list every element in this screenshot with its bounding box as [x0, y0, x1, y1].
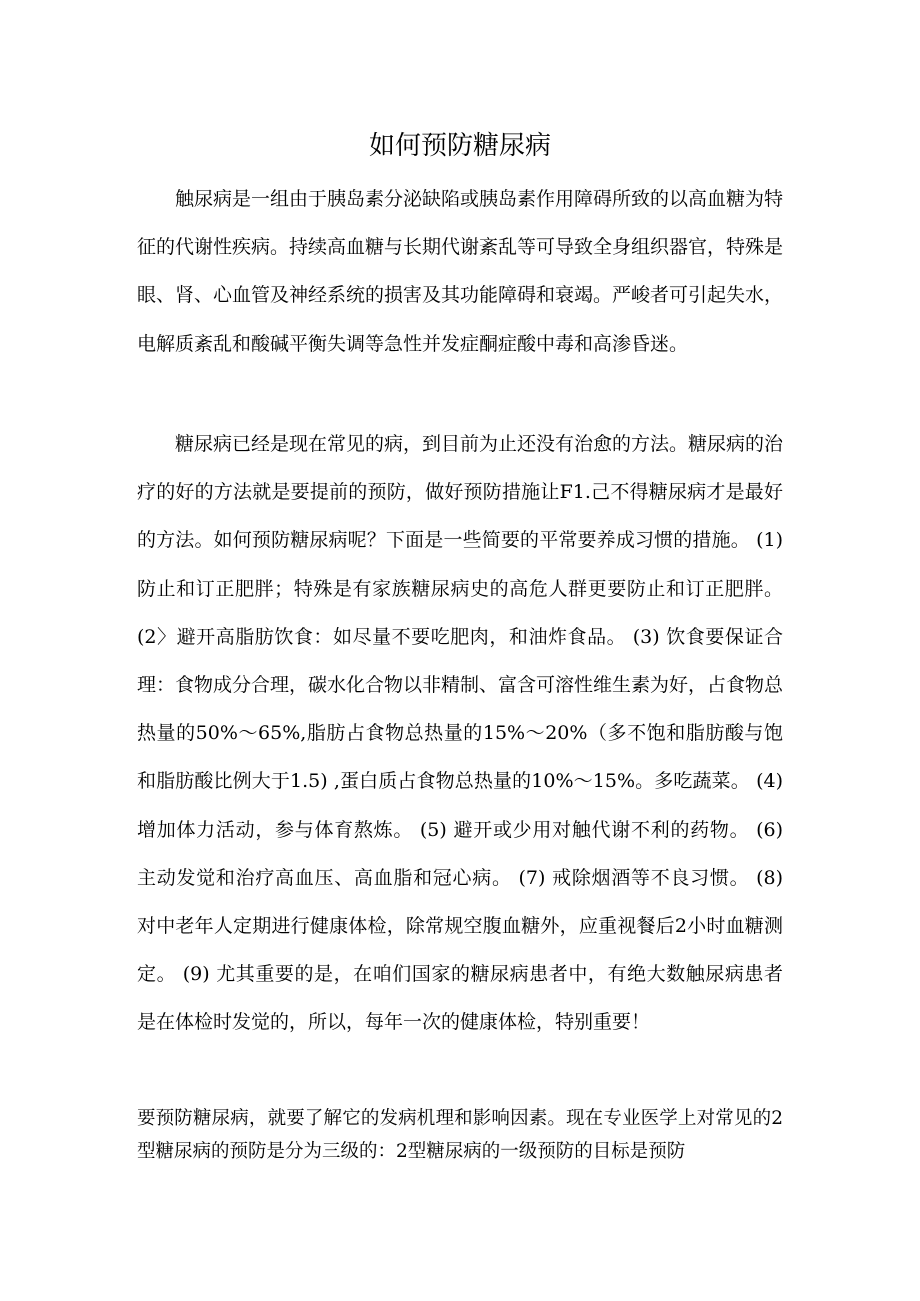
paragraph-prevention-measures: 糖尿病已经是现在常见的病，到目前为止还没有治愈的方法。糖尿病的治疗的好的方法就是要提前的预防，做好预防措施让F1.己不得糖尿病才是最好的方法。如何预防糖尿病呢？下面是一些简要的平常要养成习惯的措施。 (1) 防止和订正肥胖；特殊是有家族糖尿病史的高危人群更要防止和订正肥胖。 (2〉避开高脂肪饮食：如尽量不要吃肥肉，和油炸食品。 (3) 饮食要保证合理：食物成分合理，碳水化合物以非精制、富含可溶性维生素为好，占食物总热量的50%〜65%,脂肪占食物总热量的15%〜20%（多不饱和脂肪酸与饱和脂肪酸比例大于1.5) ,蛋白质占食物总热量的10%〜15%。多吃蔬菜。 (4) 增加体力活动，参与体育熬炼。 (5) 避开或少用对触代谢不利的药物。 (6) 主动发觉和治疗高血压、高血脂和冠心病。 (7) 戒除烟酒等不良习惯。 (8) 对中老年人定期进行健康体检，除常规空腹血糖外，应重视餐后2小时血糖测定。 (9) 尤其重要的是，在咱们国家的糖尿病患者中，有绝大数触尿病患者是在体检时发觉的，所以，每年一次的健康体检，特别重要！: [137, 433, 784, 1034]
paragraph-intro: 触尿病是一组由于胰岛素分泌缺陷或胰岛素作用障碍所致的以高血糖为特征的代谢性疾病。持续高血糖与长期代谢紊乱等可导致全身组织器官，特殊是眼、肾、心血管及神经系统的损害及其功能障碍和衰竭。严峻者可引起失水，电解质紊乱和酸碱平衡失调等急性并发症酮症酸中毒和高渗昏迷。: [137, 188, 784, 355]
page-title: 如何预防糖尿病: [368, 131, 551, 161]
paragraph-prevention-levels: 要预防糖尿病，就要了解它的发病机理和影响因素。现在专业医学上对常见的2型糖尿病的预防是分为三级的：2型糖尿病的一级预防的目标是预防: [137, 1108, 783, 1162]
